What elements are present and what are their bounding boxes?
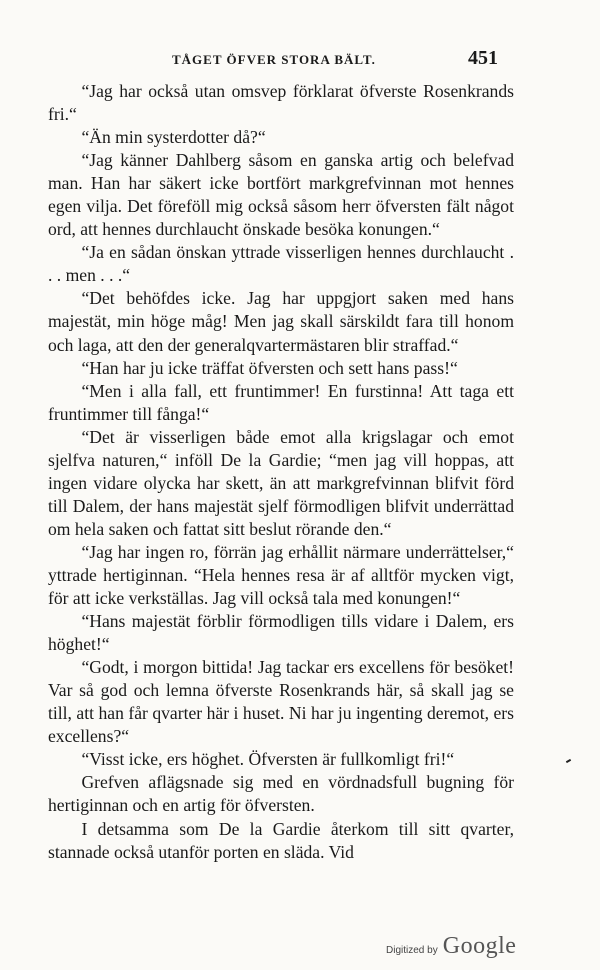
page-number: 451 [468, 47, 498, 69]
paragraph: “Det behöfdes icke. Jag har uppgjort saken med hans majestät, min höge måg! Men jag skall särskildt fara till honom och laga, att den der generalqvartermästaren blir straffad.“ [48, 288, 514, 355]
paragraph: “Jag känner Dahlberg såsom en ganska artig och belefvad man. Han har säkert icke bortfört markgrefvinnan mot hennes egen vilja. Det föreföll mig också såsom herr öfversten fält något ord, att hennes durchlaucht önskade besöka konungen.“ [48, 150, 514, 240]
paragraph: “Det är visserligen både emot alla krigslagar och emot sjelfva naturen,“ inföll De la Gardie; “men jag vill hoppas, att ingen vidare olycka har skett, än att markgrefvinnan blifvit förd till Dalem, der hans majestät sjelf förmodligen blifvit underrättad om hela saken och fattat sitt beslut rörande den.“ [48, 426, 514, 539]
paragraph: “Men i alla fall, ett fruntimmer! En furstinna! Att taga ett fruntimmer till fånga!“ [48, 380, 514, 424]
paragraph: “Hans majestät förblir förmodligen tills vidare i Dalem, ers höghet!“ [48, 611, 514, 655]
paragraph: I detsamma som De la Gardie återkom till sitt qvarter, stannade också utanför porten en släda. Vid [48, 818, 514, 862]
paragraph: “Godt, i morgon bittida! Jag tackar ers excellens för besöket! Var så god och lemna öfverste Rosenkrands här, så skall jag se till, att han får qvarter här i huset. Ni har ju ingenting deremot, ers excellens?“ [48, 657, 514, 747]
page-header [46, 48, 498, 74]
ink-mark [566, 759, 571, 763]
google-logo: Google [442, 933, 517, 959]
paragraph: Grefven aflägsnade sig med en vördnadsfull bugning för hertiginnan och en artig för öfversten. [48, 772, 514, 816]
paragraph: “Än min systerdotter då?“ [81, 127, 266, 148]
body-text [48, 80, 514, 864]
running-title: TÅGET ÖFVER STORA BÄLT. [172, 52, 376, 67]
paragraph: “Ja en sådan önskan yttrade visserligen hennes durchlaucht . . . men . . .“ [48, 242, 514, 286]
paragraph: “Jag har ingen ro, förrän jag erhållit närmare underrättelser,“ yttrade hertiginnan. “Hela hennes resa är af alltför mycken vigt, för att icke verkställas. Jag vill också tala med konungen!“ [48, 541, 514, 609]
paragraph: “Han har ju icke träffat öfversten och sett hans pass!“ [81, 357, 458, 378]
digitized-by-google-mark [386, 933, 516, 963]
digitized-by-label: Digitized by [386, 945, 438, 956]
paragraph: “Jag har också utan omsvep förklarat öfverste Rosenkrands fri.“ [48, 81, 514, 125]
paragraph: “Visst icke, ers höghet. Öfversten är fullkomligt fri!“ [81, 749, 455, 770]
